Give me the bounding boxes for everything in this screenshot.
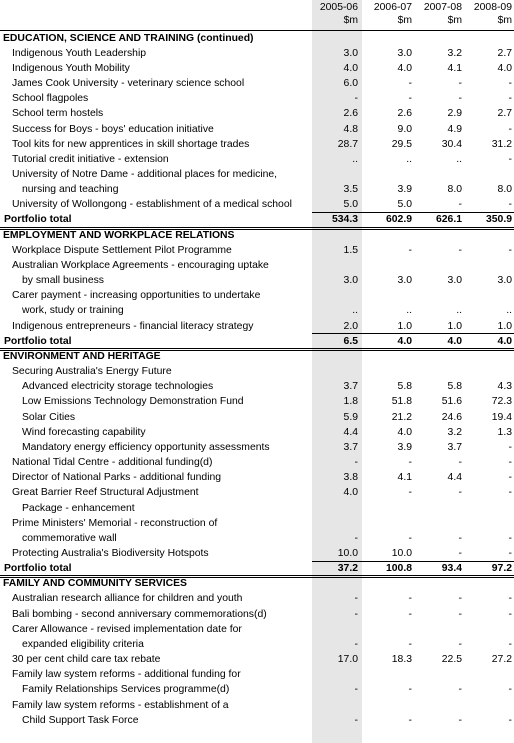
- value-cell-2006-07: 18.3: [391, 654, 412, 666]
- table-row: [0, 243, 514, 258]
- value-cell-2005-06: -: [354, 593, 358, 605]
- section-heading: ENVIRONMENT AND HERITAGE: [3, 350, 161, 362]
- value-cell-2006-07: 3.9: [397, 184, 412, 196]
- value-cell-2007-08: 93.4: [441, 563, 462, 575]
- row-label: University of Wollongong - establishment of a medical school: [12, 199, 292, 211]
- row-label: Success for Boys - boys' education initiative: [12, 123, 214, 135]
- table-row: [0, 455, 514, 470]
- table-row: [0, 91, 514, 106]
- value-cell-2005-06: ..: [352, 153, 358, 165]
- row-label: School flagpoles: [12, 93, 89, 105]
- value-cell-2007-08: -: [458, 638, 462, 650]
- row-label: Portfolio total: [4, 563, 72, 575]
- value-cell-2008-09: -: [508, 684, 512, 696]
- table-row: [0, 622, 514, 637]
- value-cell-2008-09: 1.3: [497, 426, 512, 438]
- value-cell-2005-06: 2.0: [343, 320, 358, 332]
- value-cell-2008-09: -: [508, 714, 512, 726]
- value-cell-2005-06: 3.5: [343, 184, 358, 196]
- row-label: Bali bombing - second anniversary commemorations(d): [12, 608, 267, 620]
- table-row: [0, 425, 514, 440]
- value-cell-2007-08: ..: [456, 153, 462, 165]
- value-cell-2007-08: 22.5: [441, 654, 462, 666]
- value-cell-2007-08: 8.0: [447, 184, 462, 196]
- value-cell-2008-09: 350.9: [485, 214, 512, 226]
- row-label: Indigenous Youth Leadership: [12, 47, 147, 59]
- table-row: [0, 152, 514, 167]
- row-label: Wind forecasting capability: [22, 426, 146, 438]
- value-cell-2007-08: 5.8: [447, 381, 462, 393]
- value-cell-2007-08: 3.7: [447, 441, 462, 453]
- row-label: Package - enhancement: [22, 502, 135, 514]
- value-cell-2007-08: 4.1: [447, 62, 462, 74]
- value-cell-2008-09: -: [508, 472, 512, 484]
- table-row: [0, 288, 514, 303]
- value-cell-2008-09: ..: [506, 305, 512, 317]
- value-cell-2005-06: -: [354, 714, 358, 726]
- value-cell-2007-08: 1.0: [447, 320, 462, 332]
- value-cell-2005-06: 1.5: [343, 244, 358, 256]
- value-cell-2006-07: ..: [406, 153, 412, 165]
- table-row: [0, 516, 514, 531]
- table-row: [0, 137, 514, 152]
- table-row: [0, 652, 514, 667]
- table-row: [0, 197, 514, 212]
- row-label: Mandatory energy efficiency opportunity assessments: [22, 441, 270, 453]
- value-cell-2006-07: -: [408, 532, 412, 544]
- row-label: James Cook University - veterinary science school: [12, 78, 245, 89]
- value-cell-2008-09: -: [508, 199, 512, 211]
- value-cell-2006-07: -: [408, 714, 412, 726]
- table-row: [0, 591, 514, 606]
- value-cell-2006-07: 5.0: [397, 199, 412, 211]
- table-row: [0, 122, 514, 137]
- table-row: [0, 607, 514, 622]
- value-cell-2005-06: 17.0: [337, 654, 358, 666]
- value-cell-2006-07: 4.0: [397, 426, 412, 438]
- value-cell-2006-07: -: [408, 78, 412, 89]
- value-cell-2006-07: 4.0: [397, 62, 412, 74]
- row-label: work, study or training: [22, 305, 124, 317]
- table-row: [0, 76, 514, 91]
- row-label: National Tidal Centre - additional funding(d): [12, 457, 213, 468]
- value-cell-2006-07: 3.0: [397, 275, 412, 287]
- value-cell-2006-07: -: [408, 684, 412, 696]
- value-cell-2005-06: 10.0: [337, 547, 358, 559]
- value-cell-2008-09: -: [508, 638, 512, 650]
- value-cell-2008-09: 2.7: [497, 47, 512, 59]
- value-cell-2005-06: -: [354, 532, 358, 544]
- value-cell-2006-07: 2.6: [397, 108, 412, 120]
- table-row: [0, 485, 514, 500]
- row-label: commemorative wall: [22, 532, 117, 544]
- value-cell-2007-08: -: [458, 593, 462, 605]
- row-label: Advanced electricity storage technologies: [22, 381, 214, 393]
- header-year-2008-09: 2008-09: [473, 2, 512, 13]
- value-cell-2005-06: 6.0: [343, 78, 358, 89]
- value-cell-2006-07: 602.9: [385, 214, 412, 226]
- row-label: Director of National Parks - additional funding: [12, 472, 222, 484]
- value-cell-2005-06: 4.0: [343, 62, 358, 74]
- section-heading: EDUCATION, SCIENCE AND TRAINING (continued): [3, 32, 254, 44]
- value-cell-2005-06: 4.0: [343, 487, 358, 499]
- value-cell-2005-06: 3.0: [343, 47, 358, 59]
- row-label: 30 per cent child care tax rebate: [12, 654, 161, 666]
- row-label: nursing and teaching: [22, 184, 119, 196]
- value-cell-2006-07: ..: [406, 305, 412, 317]
- value-cell-2006-07: -: [408, 638, 412, 650]
- value-cell-2008-09: -: [508, 457, 512, 468]
- value-cell-2006-07: 3.9: [397, 441, 412, 453]
- row-label: Child Support Task Force: [22, 714, 139, 726]
- value-cell-2007-08: -: [458, 457, 462, 468]
- value-cell-2007-08: -: [458, 608, 462, 620]
- row-label: expanded eligibility criteria: [22, 638, 144, 650]
- value-cell-2007-08: 51.6: [441, 396, 462, 408]
- value-cell-2005-06: 3.0: [343, 275, 358, 287]
- value-cell-2008-09: -: [508, 608, 512, 620]
- value-cell-2008-09: -: [508, 487, 512, 499]
- value-cell-2008-09: -: [508, 547, 512, 559]
- section-heading-row: [0, 576, 514, 591]
- value-cell-2005-06: 2.6: [343, 108, 358, 120]
- section-heading-row: [0, 349, 514, 364]
- value-cell-2006-07: 3.0: [397, 47, 412, 59]
- value-cell-2008-09: -: [508, 532, 512, 544]
- value-cell-2005-06: 3.7: [343, 441, 358, 453]
- value-cell-2005-06: 28.7: [337, 138, 358, 150]
- value-cell-2006-07: -: [408, 593, 412, 605]
- row-label: Family law system reforms - additional funding for: [12, 669, 241, 681]
- table-row: [0, 379, 514, 394]
- row-label: Solar Cities: [22, 411, 76, 423]
- table-row: [0, 319, 514, 334]
- row-label: Australian research alliance for children and youth: [12, 593, 243, 605]
- value-cell-2005-06: -: [354, 608, 358, 620]
- value-cell-2005-06: 3.7: [343, 381, 358, 393]
- value-cell-2005-06: -: [354, 684, 358, 696]
- value-cell-2006-07: 1.0: [397, 320, 412, 332]
- row-label: Workplace Dispute Settlement Pilot Programme: [12, 244, 232, 256]
- value-cell-2007-08: -: [458, 532, 462, 544]
- value-cell-2008-09: 8.0: [497, 184, 512, 196]
- table-row: [0, 46, 514, 61]
- header-unit-2008-09: $m: [497, 15, 512, 26]
- value-cell-2007-08: 3.0: [447, 275, 462, 287]
- header-unit-2006-07: $m: [397, 15, 412, 26]
- row-label: Australian Workplace Agreements - encouraging uptake: [12, 259, 269, 271]
- value-cell-2007-08: 24.6: [441, 411, 462, 423]
- value-cell-2007-08: -: [458, 199, 462, 211]
- value-cell-2007-08: ..: [456, 305, 462, 317]
- table-row: [0, 167, 514, 182]
- table-row: [0, 258, 514, 273]
- table-row: [0, 637, 514, 652]
- value-cell-2006-07: -: [408, 487, 412, 499]
- row-label: Indigenous entrepreneurs - financial literacy strategy: [12, 320, 254, 332]
- value-cell-2008-09: -: [508, 78, 512, 89]
- value-cell-2008-09: 1.0: [497, 320, 512, 332]
- value-cell-2005-06: 5.9: [343, 411, 358, 423]
- row-label: Portfolio total: [4, 335, 72, 347]
- value-cell-2005-06: 4.4: [343, 426, 358, 438]
- value-cell-2008-09: -: [508, 123, 512, 135]
- value-cell-2007-08: 4.4: [447, 472, 462, 484]
- value-cell-2006-07: -: [408, 457, 412, 468]
- header-year-2006-07: 2006-07: [373, 2, 412, 13]
- value-cell-2006-07: 29.5: [391, 138, 412, 150]
- value-cell-2007-08: 2.9: [447, 108, 462, 120]
- value-cell-2008-09: 4.0: [497, 62, 512, 74]
- row-label: Indigenous Youth Mobility: [12, 62, 130, 74]
- value-cell-2007-08: -: [458, 93, 462, 105]
- value-cell-2005-06: 6.5: [343, 335, 358, 347]
- table-row: [0, 440, 514, 455]
- value-cell-2007-08: -: [458, 78, 462, 89]
- value-cell-2005-06: ..: [352, 305, 358, 317]
- value-cell-2008-09: -: [508, 593, 512, 605]
- table-row: [0, 61, 514, 76]
- value-cell-2005-06: -: [354, 638, 358, 650]
- table-row: [0, 106, 514, 121]
- row-label: by small business: [22, 275, 105, 287]
- value-cell-2006-07: 5.8: [397, 381, 412, 393]
- value-cell-2007-08: -: [458, 684, 462, 696]
- section-heading-row: [0, 31, 514, 46]
- value-cell-2008-09: -: [508, 153, 512, 165]
- row-label: University of Notre Dame - additional places for medicine,: [12, 168, 278, 180]
- table-row: [0, 698, 514, 713]
- value-cell-2006-07: 51.8: [391, 396, 412, 408]
- table-row: [0, 682, 514, 697]
- value-cell-2006-07: 100.8: [385, 563, 412, 575]
- value-cell-2008-09: 27.2: [491, 654, 512, 666]
- value-cell-2005-06: -: [354, 457, 358, 468]
- value-cell-2008-09: 31.2: [491, 138, 512, 150]
- value-cell-2008-09: 4.3: [497, 381, 512, 393]
- row-label: Family Relationships Services programme(d): [22, 684, 230, 696]
- header-unit-2005-06: $m: [343, 15, 358, 26]
- table-row: [0, 531, 514, 546]
- section-heading: FAMILY AND COMMUNITY SERVICES: [3, 578, 187, 590]
- value-cell-2005-06: 5.0: [343, 199, 358, 211]
- row-label: Protecting Australia's Biodiversity Hotspots: [12, 547, 209, 559]
- value-cell-2006-07: 21.2: [391, 411, 412, 423]
- value-cell-2008-09: 72.3: [491, 396, 512, 408]
- value-cell-2005-06: 37.2: [337, 563, 358, 575]
- table-row: [0, 182, 514, 197]
- header-unit-2007-08: $m: [447, 15, 462, 26]
- value-cell-2005-06: 1.8: [343, 396, 358, 408]
- value-cell-2005-06: 534.3: [331, 214, 358, 226]
- value-cell-2005-06: 3.8: [343, 472, 358, 484]
- section-heading: EMPLOYMENT AND WORKPLACE RELATIONS: [3, 229, 235, 241]
- row-label: Tutorial credit initiative - extension: [12, 153, 169, 165]
- row-label: School term hostels: [12, 108, 104, 120]
- portfolio-total-row: [0, 212, 514, 227]
- value-cell-2007-08: 30.4: [441, 138, 462, 150]
- value-cell-2005-06: -: [354, 93, 358, 105]
- table-row: [0, 667, 514, 682]
- value-cell-2007-08: 3.2: [447, 47, 462, 59]
- table-row: [0, 546, 514, 561]
- value-cell-2006-07: -: [408, 244, 412, 256]
- value-cell-2006-07: 4.0: [397, 335, 412, 347]
- table-row: [0, 713, 514, 728]
- value-cell-2007-08: -: [458, 714, 462, 726]
- value-cell-2008-09: -: [508, 93, 512, 105]
- value-cell-2008-09: 19.4: [491, 411, 512, 423]
- table-row: [0, 303, 514, 318]
- value-cell-2008-09: 4.0: [497, 335, 512, 347]
- value-cell-2008-09: -: [508, 244, 512, 256]
- table-row: [0, 410, 514, 425]
- value-cell-2006-07: -: [408, 93, 412, 105]
- table-row: [0, 501, 514, 516]
- value-cell-2008-09: 97.2: [491, 563, 512, 575]
- row-label: Prime Ministers' Memorial - reconstruction of: [12, 517, 218, 529]
- value-cell-2006-07: 9.0: [397, 123, 412, 135]
- value-cell-2006-07: 10.0: [391, 547, 412, 559]
- row-label: Carer payment - increasing opportunities to undertake: [12, 290, 261, 302]
- table-row: [0, 394, 514, 409]
- value-cell-2007-08: 626.1: [435, 214, 462, 226]
- row-label: Great Barrier Reef Structural Adjustment: [12, 487, 199, 499]
- row-label: Tool kits for new apprentices in skill shortage trades: [12, 138, 250, 150]
- value-cell-2007-08: -: [458, 547, 462, 559]
- row-label: Carer Allowance - revised implementation date for: [12, 623, 242, 635]
- value-cell-2007-08: -: [458, 244, 462, 256]
- value-cell-2007-08: 4.9: [447, 123, 462, 135]
- row-label: Securing Australia's Energy Future: [12, 366, 172, 377]
- value-cell-2005-06: 4.8: [343, 123, 358, 135]
- row-label: Portfolio total: [4, 214, 72, 226]
- value-cell-2008-09: 2.7: [497, 108, 512, 120]
- value-cell-2008-09: 3.0: [497, 275, 512, 287]
- value-cell-2007-08: -: [458, 487, 462, 499]
- value-cell-2007-08: 3.2: [447, 426, 462, 438]
- value-cell-2006-07: -: [408, 608, 412, 620]
- portfolio-total-row: [0, 334, 514, 349]
- table-row: [0, 273, 514, 288]
- value-cell-2007-08: 4.0: [447, 335, 462, 347]
- section-heading-row: [0, 228, 514, 243]
- table-row: [0, 470, 514, 485]
- header-year-2005-06: 2005-06: [319, 2, 358, 13]
- row-label: Low Emissions Technology Demonstration Fund: [22, 396, 244, 408]
- value-cell-2008-09: -: [508, 441, 512, 453]
- header-year-2007-08: 2007-08: [423, 2, 462, 13]
- portfolio-total-row: [0, 561, 514, 576]
- value-cell-2006-07: 4.1: [397, 472, 412, 484]
- row-label: Family law system reforms - establishment of a: [12, 699, 229, 711]
- table-row: [0, 364, 514, 379]
